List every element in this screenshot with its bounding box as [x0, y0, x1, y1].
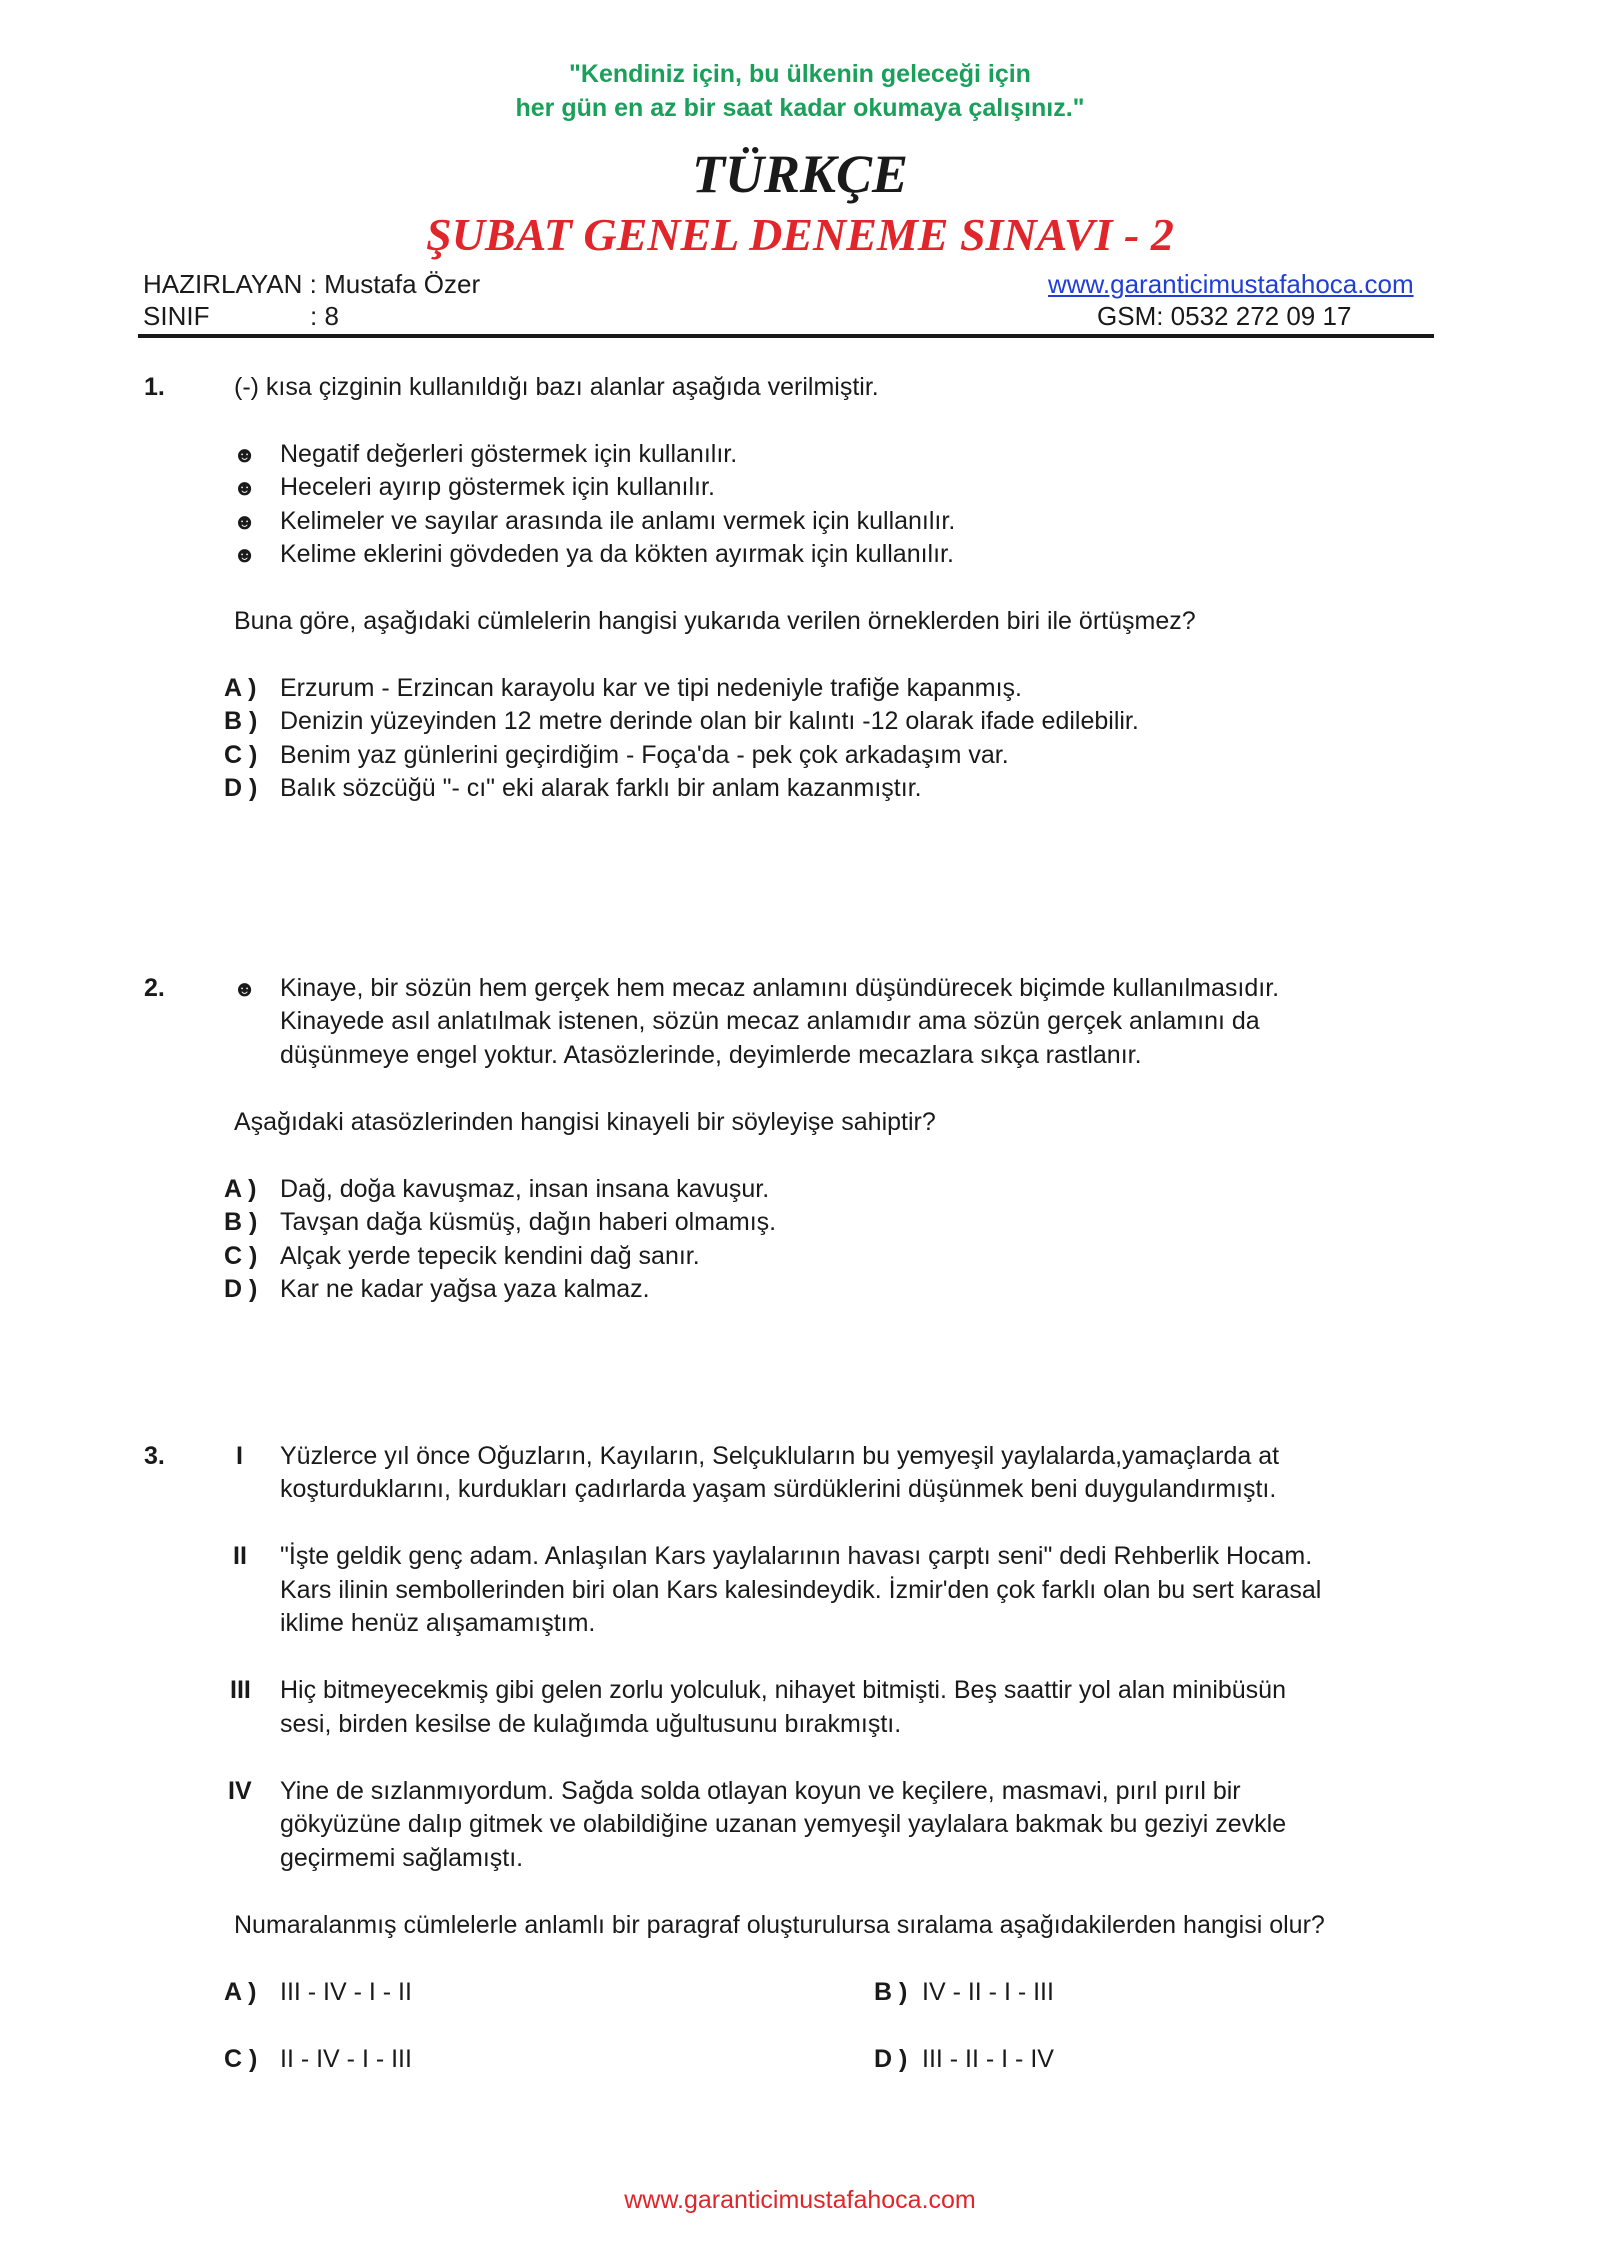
- question-number: 2.: [144, 974, 165, 1002]
- option-letter[interactable]: C ): [224, 1242, 258, 1270]
- option-b[interactable]: Tavşan dağa küsmüş, dağın haberi olmamış.: [280, 1208, 777, 1236]
- option-letter[interactable]: A ): [224, 1978, 257, 2006]
- sentence-line: iklime henüz alışamamıştım.: [280, 1609, 596, 1637]
- sentence-line: "İşte geldik genç adam. Anlaşılan Kars yaylalarının havası çarptı seni" dedi Rehberlik Hocam.: [280, 1542, 1313, 1570]
- roman-numeral: III: [230, 1676, 251, 1704]
- option-a[interactable]: Dağ, doğa kavuşmaz, insan insana kavuşur.: [280, 1175, 770, 1203]
- motto-line-1: "Kendiniz için, bu ülkenin geleceği için: [569, 60, 1031, 88]
- question-number: 3.: [144, 1442, 165, 1470]
- list-item: Kelimeler ve sayılar arasında ile anlamı vermek için kullanılır.: [280, 507, 956, 535]
- question-stem: (-) kısa çizginin kullanıldığı bazı alanlar aşağıda verilmiştir.: [234, 373, 879, 401]
- option-letter[interactable]: A ): [224, 1175, 257, 1203]
- list-item: Negatif değerleri göstermek için kullanılır.: [280, 440, 738, 468]
- option-b[interactable]: IV - II - I - III: [922, 1978, 1054, 2006]
- sentence-line: sesi, birden kesilse de kulağımda uğultusunu bırakmıştı.: [280, 1710, 902, 1738]
- info-line: Kinaye, bir sözün hem gerçek hem mecaz anlamını düşündürecek biçimde kullanılmasıdır.: [280, 974, 1280, 1002]
- question-prompt: Buna göre, aşağıdaki cümlelerin hangisi yukarıda verilen örneklerden biri ile örtüşmez?: [234, 607, 1196, 635]
- option-a[interactable]: Erzurum - Erzincan karayolu kar ve tipi nedeniyle trafiğe kapanmış.: [280, 674, 1022, 702]
- sentence-line: geçirmemi sağlamıştı.: [280, 1844, 524, 1872]
- option-letter[interactable]: D ): [224, 1275, 258, 1303]
- gsm-number: GSM: 0532 272 09 17: [1097, 301, 1352, 331]
- roman-numeral: IV: [228, 1777, 252, 1805]
- option-d[interactable]: III - II - I - IV: [922, 2045, 1054, 2073]
- list-item: Heceleri ayırıp göstermek için kullanılır.: [280, 473, 715, 501]
- sentence-line: Hiç bitmeyecekmiş gibi gelen zorlu yolculuk, nihayet bitmişti. Beş saattir yol alan minibüsün: [280, 1676, 1286, 1704]
- option-letter[interactable]: B ): [224, 707, 258, 735]
- option-d[interactable]: Balık sözcüğü "- cı" eki alarak farklı bir anlam kazanmıştır.: [280, 774, 922, 802]
- option-c[interactable]: Benim yaz günlerini geçirdiğim - Foça'da - pek çok arkadaşım var.: [280, 741, 1009, 769]
- header-website-link[interactable]: www.garanticimustafahoca.com: [1048, 269, 1414, 299]
- footer-website-link[interactable]: www.garanticimustafahoca.com: [624, 2186, 976, 2214]
- question-prompt: Numaralanmış cümlelerle anlamlı bir paragraf oluşturulursa sıralama aşağıdakilerden hangisi olur?: [234, 1911, 1325, 1939]
- roman-numeral: I: [236, 1442, 243, 1470]
- class-value: : 8: [310, 301, 339, 331]
- page-title: TÜRKÇE: [691, 144, 909, 204]
- option-letter[interactable]: C ): [224, 741, 258, 769]
- smiley-bullet-icon: ☻: [233, 542, 257, 567]
- question-number: 1.: [144, 373, 165, 401]
- option-letter[interactable]: B ): [224, 1208, 258, 1236]
- question-prompt: Aşağıdaki atasözlerinden hangisi kinayeli bir söyleyişe sahiptir?: [234, 1108, 936, 1136]
- option-c[interactable]: II - IV - I - III: [280, 2045, 412, 2073]
- roman-numeral: II: [233, 1542, 247, 1570]
- option-b[interactable]: Denizin yüzeyinden 12 metre derinde olan bir kalıntı -12 olarak ifade edilebilir.: [280, 707, 1139, 735]
- option-letter[interactable]: D ): [224, 774, 258, 802]
- sentence-line: Yüzlerce yıl önce Oğuzların, Kayıların, Selçukluların bu yemyeşil yaylalarda,yamaçlarda at: [280, 1442, 1280, 1470]
- header-divider: [138, 334, 1434, 338]
- smiley-bullet-icon: ☻: [233, 976, 257, 1001]
- info-line: Kinayede asıl anlatılmak istenen, sözün mecaz anlamıdır ama sözün gerçek anlamını da: [280, 1007, 1260, 1035]
- option-a[interactable]: III - IV - I - II: [280, 1978, 412, 2006]
- option-letter[interactable]: B ): [874, 1978, 908, 2006]
- motto-line-2: her gün en az bir saat kadar okumaya çalışınız.": [515, 94, 1085, 122]
- option-letter[interactable]: A ): [224, 674, 257, 702]
- sentence-line: Kars ilinin sembollerinden biri olan Kars kalesindeydik. İzmir'den çok farklı olan bu sert karasal: [280, 1576, 1322, 1604]
- option-c[interactable]: Alçak yerde tepecik kendini dağ sanır.: [280, 1242, 700, 1270]
- sentence-line: gökyüzüne dalıp gitmek ve olabildiğine uzanan yemyeşil yaylalara bakmak bu geziyi zevkle: [280, 1810, 1287, 1838]
- sentence-line: koşturduklarını, kurdukları çadırlarda yaşam sürdüklerini düşünmek beni duygulandırmıştı.: [280, 1475, 1277, 1503]
- smiley-bullet-icon: ☻: [233, 509, 257, 534]
- class-label: SINIF: [143, 301, 210, 331]
- option-letter[interactable]: C ): [224, 2045, 258, 2073]
- sentence-line: Yine de sızlanmıyordum. Sağda solda otlayan koyun ve keçilere, masmavi, pırıl pırıl bir: [280, 1777, 1241, 1805]
- option-letter[interactable]: D ): [874, 2045, 908, 2073]
- info-line: düşünmeye engel yoktur. Atasözlerinde, deyimlerde mecazlara sıkça rastlanır.: [280, 1041, 1142, 1069]
- list-item: Kelime eklerini gövdeden ya da kökten ayırmak için kullanılır.: [280, 540, 954, 568]
- smiley-bullet-icon: ☻: [233, 442, 257, 467]
- exam-subtitle: ŞUBAT GENEL DENEME SINAVI - 2: [426, 209, 1174, 260]
- smiley-bullet-icon: ☻: [233, 475, 257, 500]
- option-d[interactable]: Kar ne kadar yağsa yaza kalmaz.: [280, 1275, 650, 1303]
- author-label: HAZIRLAYAN : Mustafa Özer: [143, 269, 481, 299]
